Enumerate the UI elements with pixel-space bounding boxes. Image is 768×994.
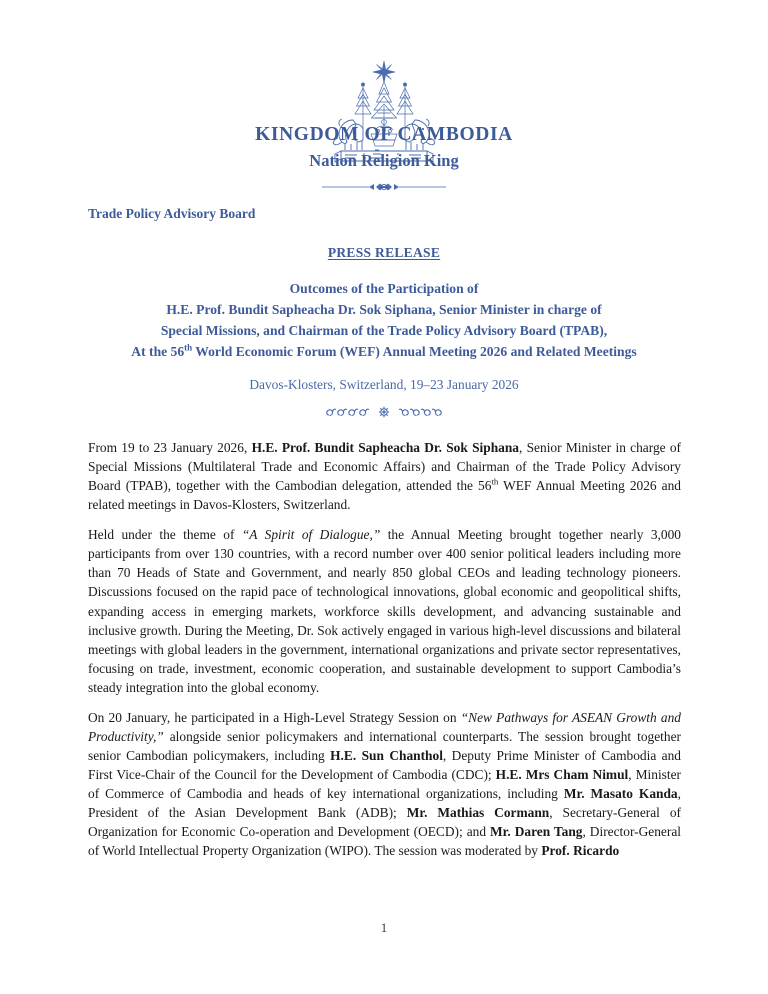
body-content xyxy=(0,438,768,860)
paragraph-1 xyxy=(88,438,681,514)
document-type-label: PRESS RELEASE xyxy=(327,245,441,260)
document-type-heading xyxy=(0,245,768,261)
p1-minister-name: H.E. Prof. Bundit Sapheacha Dr. Sok Siphana xyxy=(251,440,519,456)
title-line-4-pre: At the 56 xyxy=(131,344,185,360)
p3-segment-13: , Director-General of World Intellectual Property Organization (WIPO). The session was moderated by xyxy=(88,823,681,858)
title-line-2: H.E. Prof. Bundit Sapheacha Dr. Sok Siphana, Senior Minister in charge of xyxy=(166,302,602,318)
emblem-container xyxy=(0,0,768,118)
title-line-4-post: World Economic Forum (WEF) Annual Meeting 2026 and Related Meetings xyxy=(192,344,637,360)
page-number: 1 xyxy=(380,921,388,935)
ornamental-divider-rule xyxy=(0,178,768,192)
national-motto: Nation Religion King xyxy=(309,151,459,170)
title-ordinal-suffix: th xyxy=(184,342,193,353)
p3-name-daren-tang: Mr. Daren Tang xyxy=(490,823,583,839)
p3-session-title: “New Pathways for ASEAN Growth and Productivity,” xyxy=(88,709,681,744)
p3-name-cham-nimul: H.E. Mrs Cham Nimul xyxy=(495,766,629,782)
event-location-dates: Davos-Klosters, Switzerland, 19–23 January 2026 xyxy=(249,377,519,393)
p1-segment-1: From 19 to 23 January 2026, xyxy=(88,440,252,456)
p3-name-prof-ricardo: Prof. Ricardo xyxy=(541,842,620,858)
title-line-4 xyxy=(0,341,768,362)
kingdom-title: KINGDOM OF CAMBODIA xyxy=(255,124,513,145)
p3-segment-5: , Deputy Prime Minister of Cambodia and First Vice-Chair of the Council for the Development of Cambodia (CDC); xyxy=(88,747,681,782)
p1-ordinal-suffix: th xyxy=(491,476,499,487)
p1-segment-3: , Senior Minister in charge of Special Missions (Multilateral Trade and Economic Affairs) and Chairman of the Trade Policy Advisory Board (TPAB), together with the Cambodian delegation, attended the 56 xyxy=(88,440,681,494)
p3-segment-3: alongside senior policymakers and international counterparts. The session brought together senior Cambodian policymakers, including xyxy=(88,728,681,763)
p3-segment-1: On 20 January, he participated in a High-Level Strategy Session on xyxy=(88,709,461,725)
p3-name-masato-kanda: Mr. Masato Kanda xyxy=(563,785,678,801)
p2-segment-1: Held under the theme of xyxy=(88,527,242,543)
p3-segment-9: , President of the Asian Development Bank (ADB); xyxy=(88,785,681,820)
p3-name-sun-chanthol: H.E. Sun Chanthol xyxy=(330,747,443,763)
p1-segment-5: WEF Annual Meeting 2026 and related meetings in Davos-Klosters, Switzerland. xyxy=(88,478,681,513)
p3-segment-7: , Minister of Commerce of Cambodia and heads of key international organizations, including xyxy=(88,766,681,801)
khmer-ornamental-divider xyxy=(0,402,768,420)
paragraph-2 xyxy=(88,525,681,696)
p3-name-mathias-cormann: Mr. Mathias Cormann xyxy=(406,804,550,820)
organization-name: Trade Policy Advisory Board xyxy=(88,206,256,221)
title-line-3: Special Missions, and Chairman of the Trade Policy Advisory Board (TPAB), xyxy=(160,323,608,339)
p2-theme-title: “A Spirit of Dialogue,” xyxy=(241,527,381,543)
p3-segment-11: , Secretary-General of Organization for Economic Co-operation and Development (OECD); and xyxy=(88,804,681,839)
title-line-1: Outcomes of the Participation of xyxy=(289,281,479,296)
paragraph-3 xyxy=(88,708,681,860)
title-block xyxy=(0,278,768,362)
p2-segment-3: the Annual Meeting brought together nearly 3,000 participants from over 130 countries, with a record number over 400 senior political leaders including more than 70 Heads of State and Government, and nearly 850 global CEOs and leading technology pioneers. Discussions focused on the rapid pace of technological innovations, global economic and geopolitical shifts, expanding access in emerging markets, workforce skills development, and advancing sustainable and inclusive growth. During the Meeting, Dr. Sok actively engaged in various high-level discussions and bilateral meetings with global leaders in the government, international organizations and private sector representatives, focusing on trade, investment, economic cooperation, and sustainable development to support Cambodia’s steady integration into the global economy. xyxy=(88,527,681,695)
